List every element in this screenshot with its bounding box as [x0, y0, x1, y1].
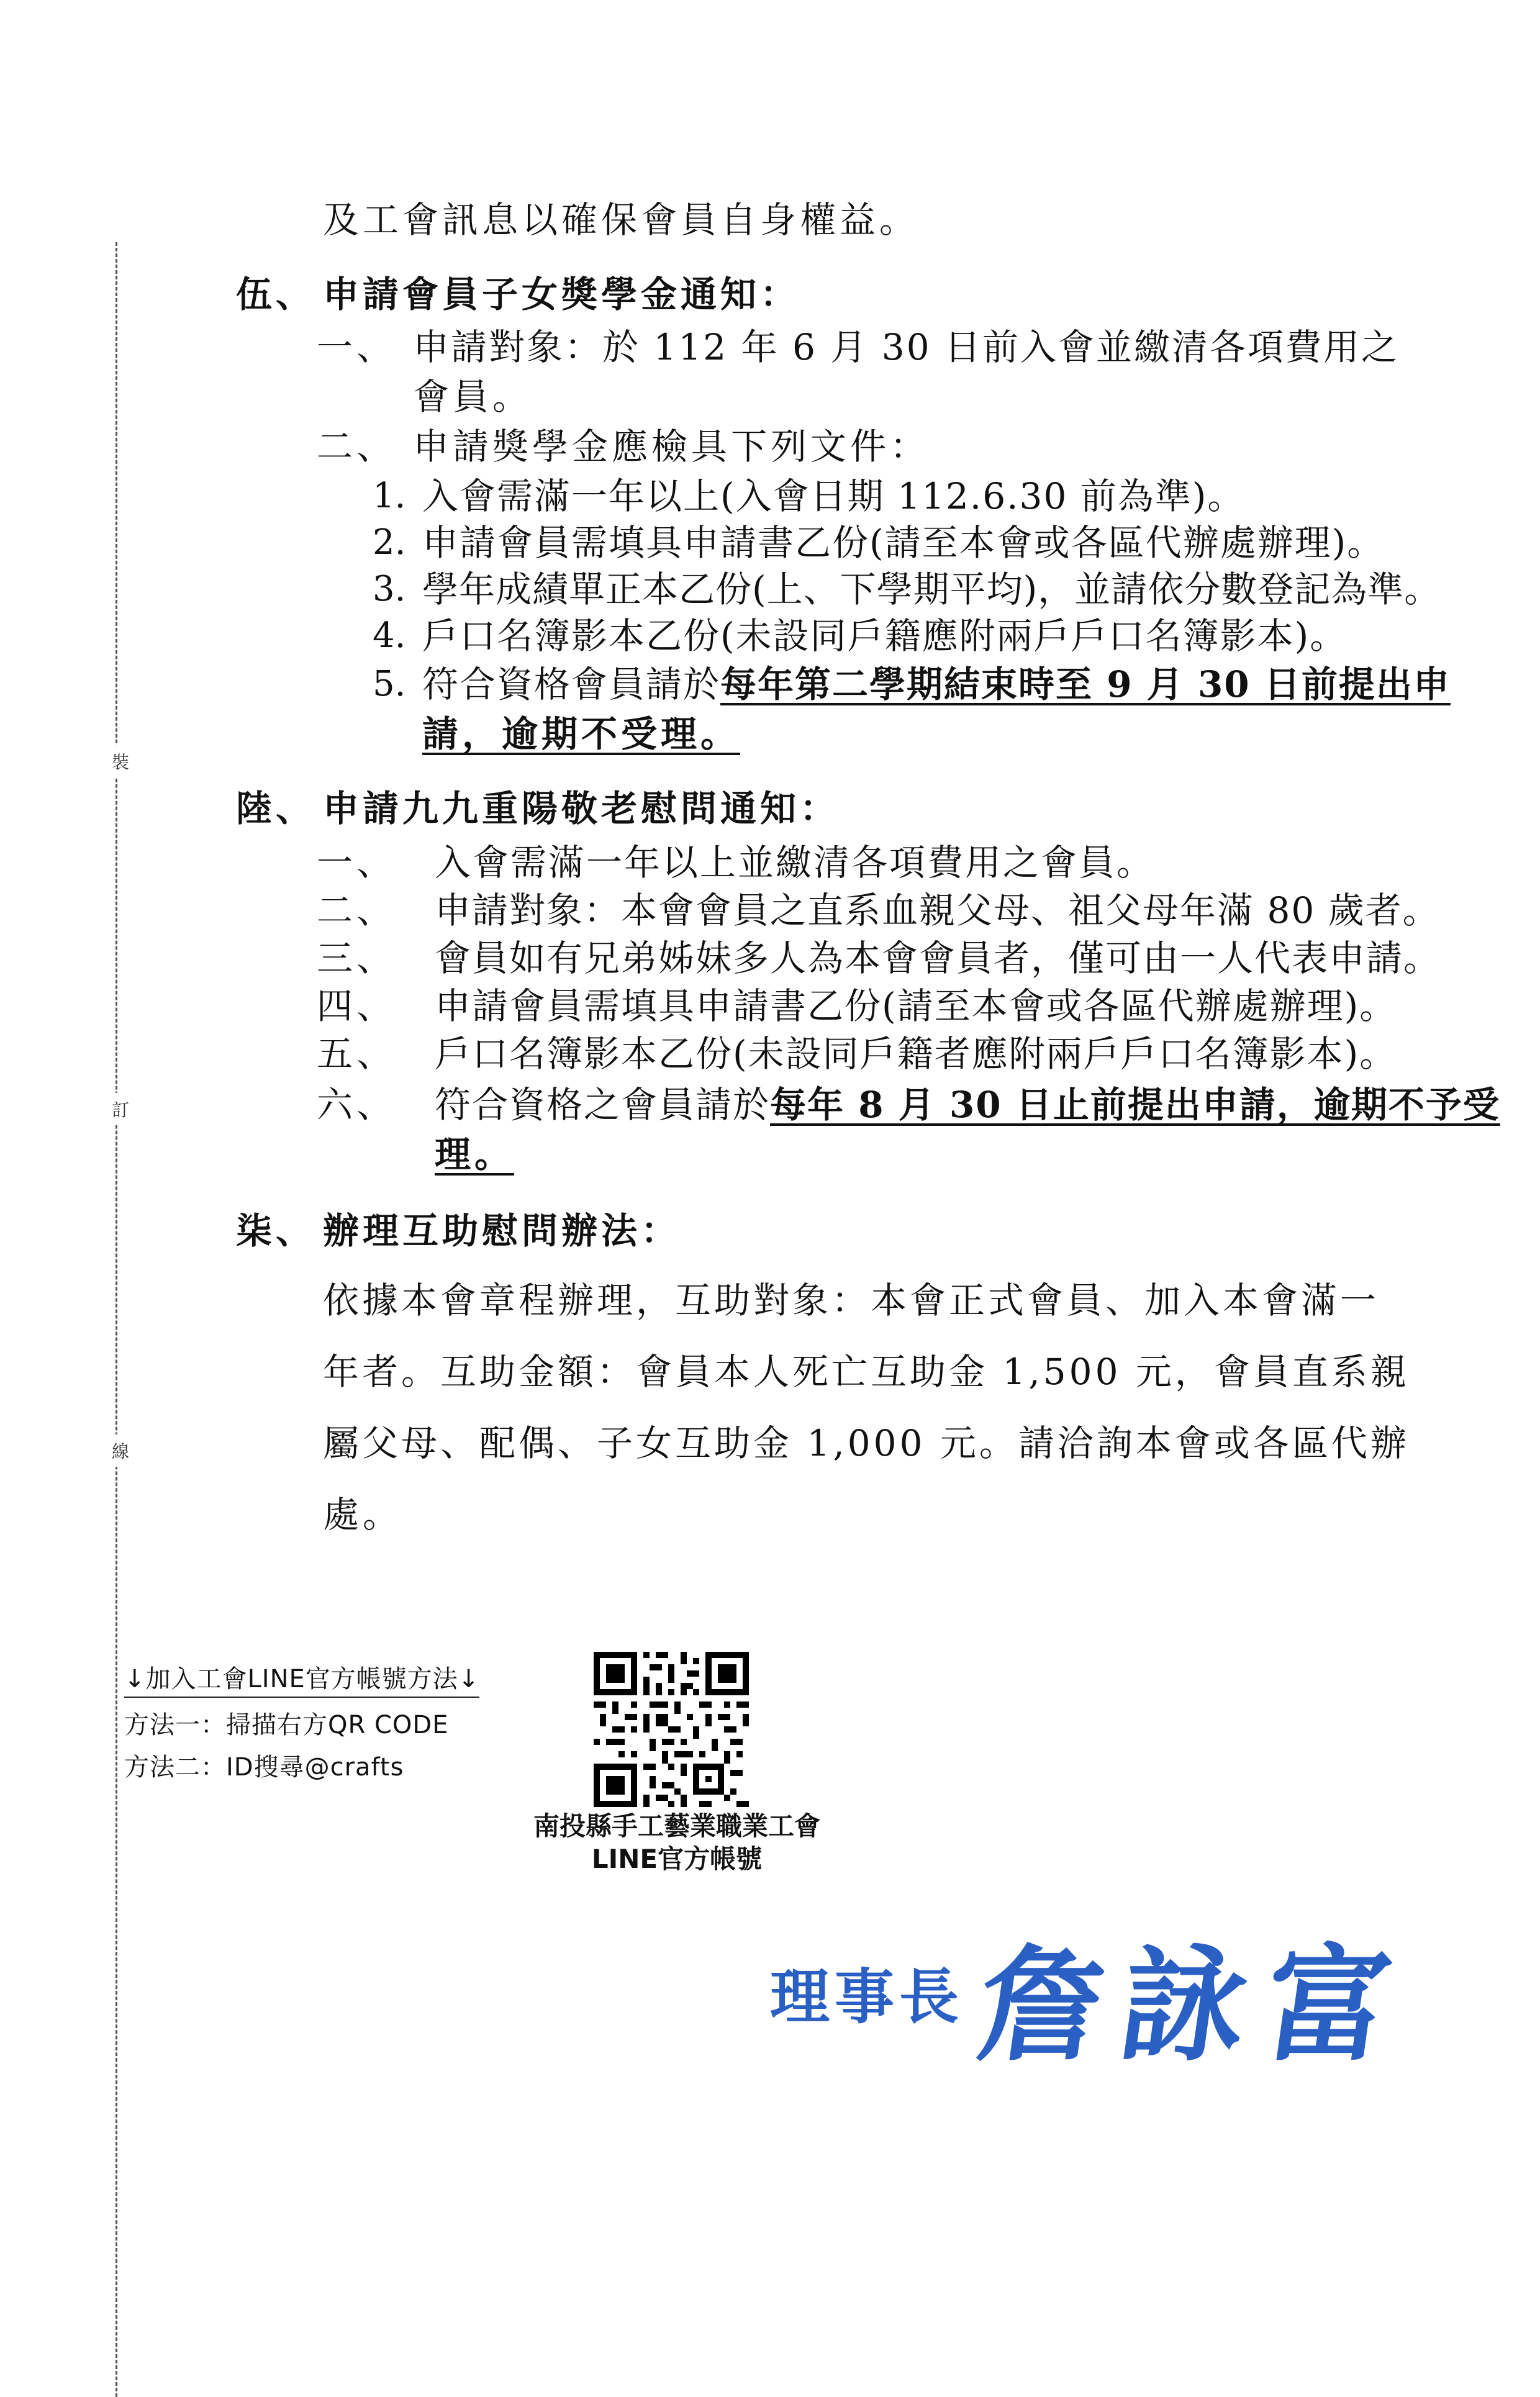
- section6-item-text: 會員如有兄弟姊妹多人為本會會員者，僅可由一人代表申請。: [435, 937, 1441, 979]
- section5-title: 申請會員子女獎學金通知：: [323, 273, 800, 315]
- doc-deadline-bold: 每年第二學期結束時至 9 月 30 日前提出申: [720, 663, 1451, 705]
- doc-text: 學年成績單正本乙份(上、下學期平均)，並請依分數登記為準。: [422, 568, 1441, 610]
- chairman-stamp-name: 詹詠富: [969, 1933, 1419, 2078]
- section6-item-text: 戶口名簿影本乙份(未設同戶籍者應附兩戶戶口名簿影本)。: [435, 1033, 1397, 1075]
- binding-mark: 裝: [112, 745, 129, 777]
- doc-text: 申請會員需填具申請書乙份(請至本會或各區代辦處辦理)。: [422, 522, 1385, 564]
- section7-body-line: 處。: [323, 1493, 403, 1536]
- section5-item-marker: 一、: [317, 326, 397, 368]
- doc-deadline-bold-cont: 請，逾期不受理。: [422, 713, 741, 755]
- doc-number: 4.: [373, 615, 406, 656]
- section6-item-marker: 一、: [317, 841, 397, 884]
- doc-text-cont: [422, 713, 740, 756]
- section6-item-text: [435, 1084, 1500, 1127]
- section7-marker: 柒、: [236, 1210, 316, 1252]
- chairman-stamp: [745, 1894, 1428, 2078]
- section6-item-marker: 二、: [317, 889, 397, 931]
- qr-caption: [503, 1810, 851, 1875]
- doc-text-plain: 符合資格會員請於: [422, 663, 721, 705]
- section7-body-line: 年者。互助金額：會員本人死亡互助金 1,500 元，會員直系親: [323, 1351, 1410, 1393]
- line-join-heading: ↓加入工會LINE官方帳號方法↓: [124, 1664, 479, 1698]
- doc-text: 入會需滿一年以上(入會日期 112.6.30 前為準)。: [422, 475, 1245, 517]
- section6-item-marker: 三、: [317, 937, 397, 979]
- line-qr-code[interactable]: [594, 1652, 749, 1807]
- binding-mark: 線: [112, 1434, 129, 1467]
- intro-tail: 及工會訊息以確保會員自身權益。: [323, 199, 920, 241]
- section5-item-cont: 會員。: [413, 376, 533, 418]
- line-join-box: [124, 1664, 509, 1782]
- qr-caption-union: 南投縣手工藝業職業工會: [533, 1811, 820, 1841]
- section6-marker: 陸、: [236, 787, 316, 830]
- section5-item-marker: 二、: [317, 425, 397, 468]
- chairman-stamp-title: 理事長: [770, 1962, 964, 2032]
- section5-item-text: 申請獎學金應檢具下列文件：: [413, 425, 930, 468]
- section6-item-plain: 符合資格之會員請於: [435, 1084, 771, 1126]
- doc-number: 2.: [373, 522, 406, 563]
- section6-item-text: 申請會員需填具申請書乙份(請至本會或各區代辦處辦理)。: [435, 985, 1397, 1027]
- binding-dashed-line: [116, 242, 117, 2397]
- section6-item-cont: [435, 1133, 514, 1177]
- section6-title: 申請九九重陽敬老慰問通知：: [323, 787, 840, 830]
- doc-number: 5.: [373, 664, 406, 704]
- binding-mark: 訂: [112, 1093, 129, 1125]
- section7-body-line: 屬父母、配偶、子女互助金 1,000 元。請洽詢本會或各區代辦: [323, 1422, 1410, 1464]
- section7-title: 辦理互助慰問辦法：: [323, 1210, 681, 1252]
- line-method-2: 方法二：ID搜尋@crafts: [124, 1753, 404, 1782]
- doc-number: 1.: [373, 476, 406, 516]
- section7-body-line: 依據本會章程辦理，互助對象：本會正式會員、加入本會滿一: [323, 1279, 1380, 1321]
- section5-item-text: 申請對象：於 112 年 6 月 30 日前入會並繳清各項費用之: [413, 326, 1400, 368]
- section6-deadline-bold: 每年 8 月 30 日止前提出申請，逾期不予受: [770, 1084, 1500, 1126]
- section6-item-marker: 四、: [317, 985, 397, 1027]
- doc-number: 3.: [373, 569, 406, 609]
- section6-deadline-bold-cont: 理。: [435, 1133, 515, 1176]
- doc-text: 戶口名簿影本乙份(未設同戶籍應附兩戶戶口名簿影本)。: [422, 615, 1348, 657]
- section5-marker: 伍、: [236, 273, 316, 315]
- doc-text: [422, 663, 1451, 707]
- section6-item-marker: 六、: [317, 1084, 397, 1126]
- qr-caption-account: LINE官方帳號: [591, 1843, 763, 1874]
- line-method-1: 方法一：掃描右方QR CODE: [124, 1711, 449, 1739]
- section6-item-text: 申請對象：本會會員之直系血親父母、祖父母年滿 80 歲者。: [435, 889, 1440, 931]
- section6-item-text: 入會需滿一年以上並繳清各項費用之會員。: [435, 841, 1155, 884]
- section6-item-marker: 五、: [317, 1033, 397, 1075]
